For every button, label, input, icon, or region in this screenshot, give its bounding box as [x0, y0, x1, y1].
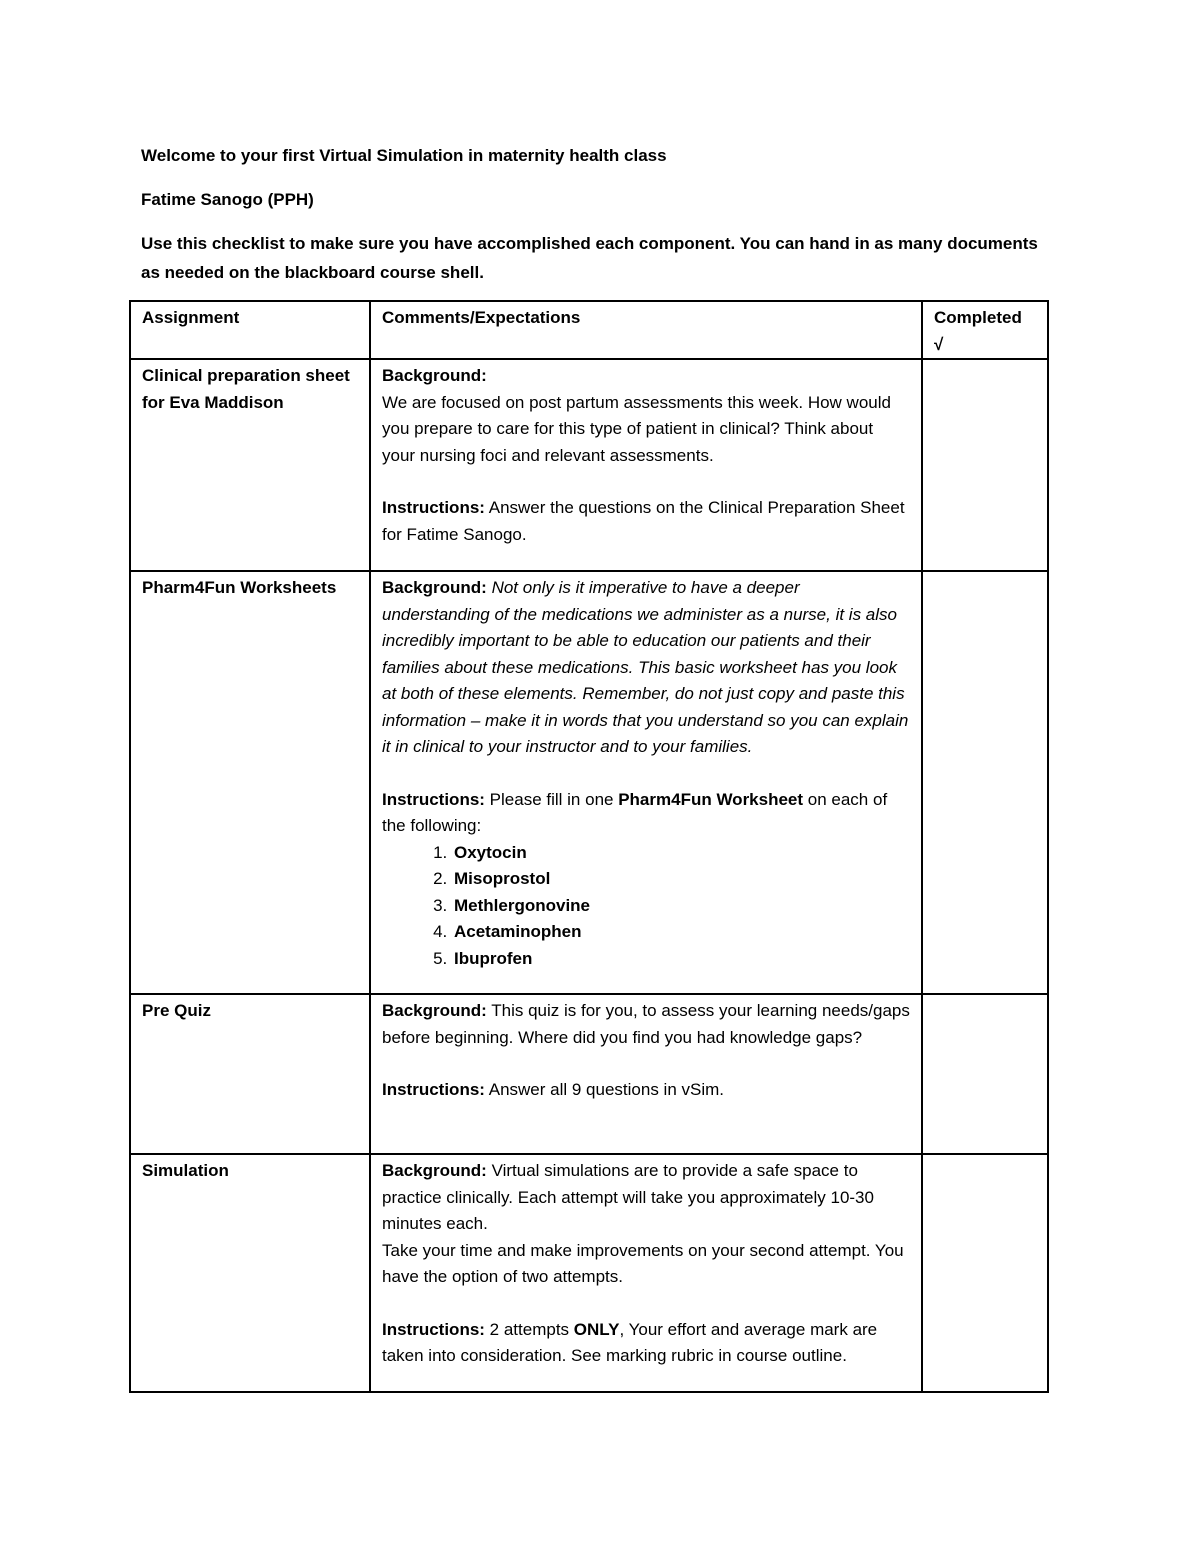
- table-row: [130, 359, 1048, 571]
- instructions-text-end: on each of the following:: [382, 789, 888, 835]
- instructions-block: [382, 787, 910, 840]
- background-text-2: Take your time and make improvements on your second attempt. You have the option of two attempts.: [382, 1240, 904, 1286]
- background-block: [382, 575, 910, 761]
- worksheet-name: Pharm4Fun Worksheet: [618, 789, 804, 809]
- completed-cell[interactable]: [922, 994, 1048, 1154]
- instructions-text: Please fill in one: [484, 789, 619, 809]
- assignment-pre-quiz: Pre Quiz: [130, 994, 370, 1154]
- instructions-label: Instructions:: [382, 1080, 485, 1099]
- comments-cell: [370, 1154, 922, 1392]
- document-title: Welcome to your first Virtual Simulation in maternity health class: [141, 146, 667, 165]
- instructions-label: Instructions:: [382, 789, 485, 809]
- header-completed: [922, 301, 1048, 359]
- comments-cell: [370, 359, 922, 571]
- instructions-emphasis: ONLY: [573, 1319, 620, 1339]
- list-item: 4. Acetaminophen: [452, 919, 910, 946]
- instructions-text: Answer the questions on the Clinical Preparation Sheet for Fatime Sanogo.: [382, 498, 905, 544]
- header-assignment: Assignment: [130, 301, 370, 359]
- background-text: Not only is it imperative to have a deeper understanding of the medications we administer as a nurse, it is also incredibly important to be able to education our patients and their families about these medications. This basic worksheet has you look at both of these elements. Remember, do not just copy and paste this information – make it in words that you understand so you can explain it in clinical to your instructor and to your families.: [382, 578, 909, 756]
- instructions-text-end: , Your effort and average mark are taken into consideration. See marking rubric in course outline.: [382, 1319, 878, 1365]
- checkmark-icon: √: [934, 334, 944, 354]
- medication-list: [382, 840, 910, 973]
- background-label: Background:: [382, 1001, 487, 1020]
- table-header-row: [130, 301, 1048, 359]
- completed-cell[interactable]: [922, 359, 1048, 571]
- completed-cell[interactable]: [922, 571, 1048, 994]
- list-item: 3. Methlergonovine: [452, 893, 910, 920]
- instructions-label: Instructions:: [382, 1319, 485, 1339]
- instructions-block: [382, 495, 910, 548]
- background-block: [382, 1158, 910, 1238]
- list-item: 1. Oxytocin: [452, 840, 910, 867]
- background-label: Background:: [382, 1161, 487, 1180]
- list-item: 2. Misoprostol: [452, 866, 910, 893]
- table-row: [130, 571, 1048, 994]
- intro-text: Use this checklist to make sure you have accomplished each component. You can hand in as many documents as needed on the blackboard course shell.: [141, 234, 1038, 282]
- instructions-text: 2 attempts: [484, 1319, 574, 1339]
- instructions-block: [382, 1317, 910, 1370]
- background-text: We are focused on post partum assessments this week. How would you prepare to care for this type of patient in clinical? Think about your nursing foci and relevant assessments.: [382, 392, 891, 465]
- background-block: [382, 998, 910, 1051]
- background-label: Background:: [382, 366, 487, 385]
- assignment-simulation: Simulation: [130, 1154, 370, 1392]
- assignment-checklist-table: [129, 300, 1049, 1393]
- comments-cell: [370, 994, 922, 1154]
- list-item: 5. Ibuprofen: [452, 946, 910, 973]
- table-row: [130, 994, 1048, 1154]
- instructions-text: Answer all 9 questions in vSim.: [484, 1080, 725, 1099]
- header-comments: Comments/Expectations: [370, 301, 922, 359]
- assignment-clinical-preparation: Clinical preparation sheet for Eva Maddison: [130, 359, 370, 571]
- background-text: This quiz is for you, to assess your learning needs/gaps before beginning. Where did you find you had knowledge gaps?: [382, 1001, 910, 1047]
- completed-cell[interactable]: [922, 1154, 1048, 1392]
- patient-name: Fatime Sanogo (PPH): [141, 190, 314, 209]
- background-text: Virtual simulations are to provide a safe space to practice clinically. Each attempt will take you approximately 10-30 minutes each.: [382, 1161, 874, 1233]
- table-row: [130, 1154, 1048, 1392]
- background-label: Background:: [382, 578, 487, 597]
- instructions-label: Instructions:: [382, 498, 485, 517]
- header-completed-label: Completed: [934, 308, 1022, 327]
- comments-cell: [370, 571, 922, 994]
- instructions-block: [382, 1077, 910, 1104]
- assignment-pharm4fun: Pharm4Fun Worksheets: [130, 571, 370, 994]
